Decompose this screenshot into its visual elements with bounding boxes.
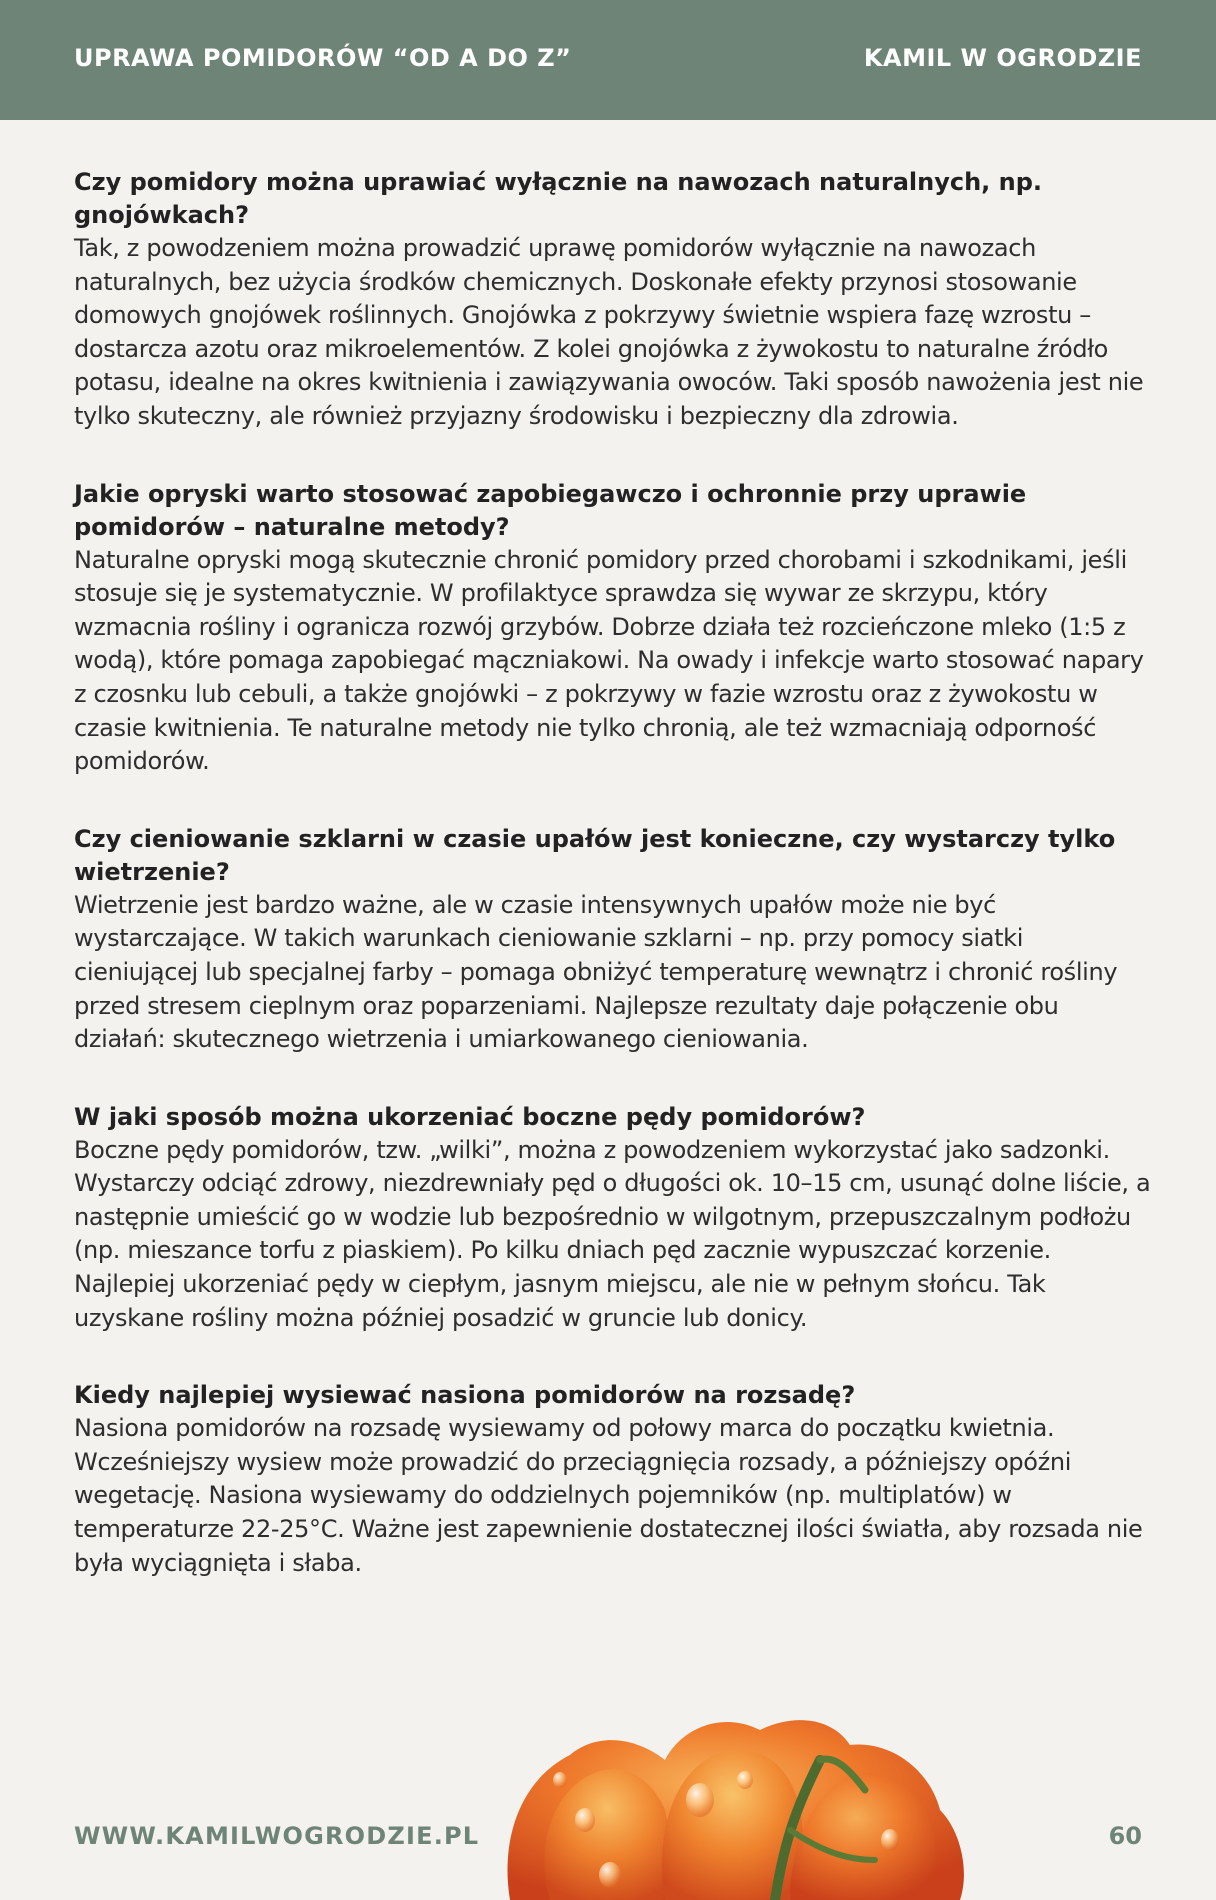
page-number: 60 [1108, 1822, 1142, 1850]
faq-question: Czy cieniowanie szklarni w czasie upałów jest konieczne, czy wystarczy tylko wietrzenie? [74, 824, 1116, 886]
faq-answer: Boczne pędy pomidorów, tzw. „wilki”, można z powodzeniem wykorzystać jako sadzonki. Wystarczy odciąć zdrowy, niezdrewniały pęd o długości ok. 10–15 cm, usunąć dolne liście, a następnie umieścić go w wodzie lub bezpośrednio w wilgotnym, przepuszczalnym podłożu (np. mieszance torfu z piaskiem). Po kilku dniach pęd zacznie wypuszczać korzenie. Najlepiej ukorzeniać pędy w ciepłym, jasnym miejscu, ale nie w pełnym słońcu. Tak uzyskane rośliny można później posadzić w gruncie lub donicy. [74, 1135, 1151, 1332]
faq-answer: Naturalne opryski mogą skutecznie chronić pomidory przed chorobami i szkodnikami, jeśli stosuje się je systematycznie. W profilaktyce sprawdza się wywar ze skrzypu, który wzmacnia rośliny i ogranicza rozwój grzybów. Dobrze działa też rozcieńczone mleko (1:5 z wodą), które pomaga zapobiegać mączniakowi. Na owady i infekcje warto stosować napary z czosnku lub cebuli, a także gnojówki – z pokrzywy w fazie wzrostu oraz z żywokostu w czasie kwitnienia. Te naturalne metody nie tylko chronią, ale też wzmacniają odporność pomidorów. [74, 545, 1144, 776]
brand-name: KAMIL W OGRODZIE [863, 44, 1142, 72]
faq-answer: Wietrzenie jest bardzo ważne, ale w czasie intensywnych upałów może nie być wystarczające. W takich warunkach cieniowanie szklarni – np. przy pomocy siatki cieniującej lub specjalnej farby – pomaga obniżyć temperaturę wewnątrz i chronić rośliny przed stresem cieplnym oraz poparzeniami. Najlepsze rezultaty daje połączenie obu działań: skutecznego wietrzenia i umiarkowanego cieniowania. [74, 890, 1118, 1054]
tomato-illustration [490, 1660, 1010, 1900]
faq-item [74, 823, 1154, 1057]
faq-question: Czy pomidory można uprawiać wyłącznie na nawozach naturalnych, np. gnojówkach? [74, 168, 1043, 229]
page-header [0, 0, 1216, 120]
faq-question: Jakie opryski warto stosować zapobiegawczo i ochronnie przy uprawie pomidorów – naturalne metody? [74, 479, 1027, 541]
faq-item [74, 166, 1154, 434]
faq-item [74, 1101, 1154, 1336]
faq-question: Kiedy najlepiej wysiewać nasiona pomidorów na rozsadę? [74, 1381, 856, 1410]
faq-content [74, 166, 1154, 1624]
website-url: WWW.KAMILWOGRODZIE.PL [74, 1822, 480, 1850]
document-title: UPRAWA POMIDORÓW “OD A DO Z” [74, 44, 572, 72]
faq-item [74, 478, 1154, 779]
faq-answer: Tak, z powodzeniem można prowadzić uprawę pomidorów wyłącznie na nawozach naturalnych, bez użycia środków chemicznych. Doskonałe efekty przynosi stosowanie domowych gnojówek roślinnych. Gnojówka z pokrzywy świetnie wspiera fazę wzrostu – dostarcza azotu oraz mikroelementów. Z kolei gnojówka z żywokostu to naturalne źródło potasu, idealne na okres kwitnienia i zawiązywania owoców. Taki sposób nawożenia jest nie tylko skuteczny, ale również przyjazny środowisku i bezpieczny dla zdrowia. [74, 234, 1144, 430]
faq-answer: Nasiona pomidorów na rozsadę wysiewamy od połowy marca do początku kwietnia. Wcześniejszy wysiew może prowadzić do przeciągnięcia rozsady, a późniejszy opóźni wegetację. Nasiona wysiewamy do oddzielnych pojemników (np. multiplatów) w temperaturze 22-25°C. Ważne jest zapewnienie dostatecznej ilości światła, aby rozsada nie była wyciągnięta i słaba. [74, 1414, 1143, 1577]
faq-item [74, 1379, 1154, 1580]
faq-question: W jaki sposób można ukorzeniać boczne pędy pomidorów? [74, 1102, 866, 1131]
